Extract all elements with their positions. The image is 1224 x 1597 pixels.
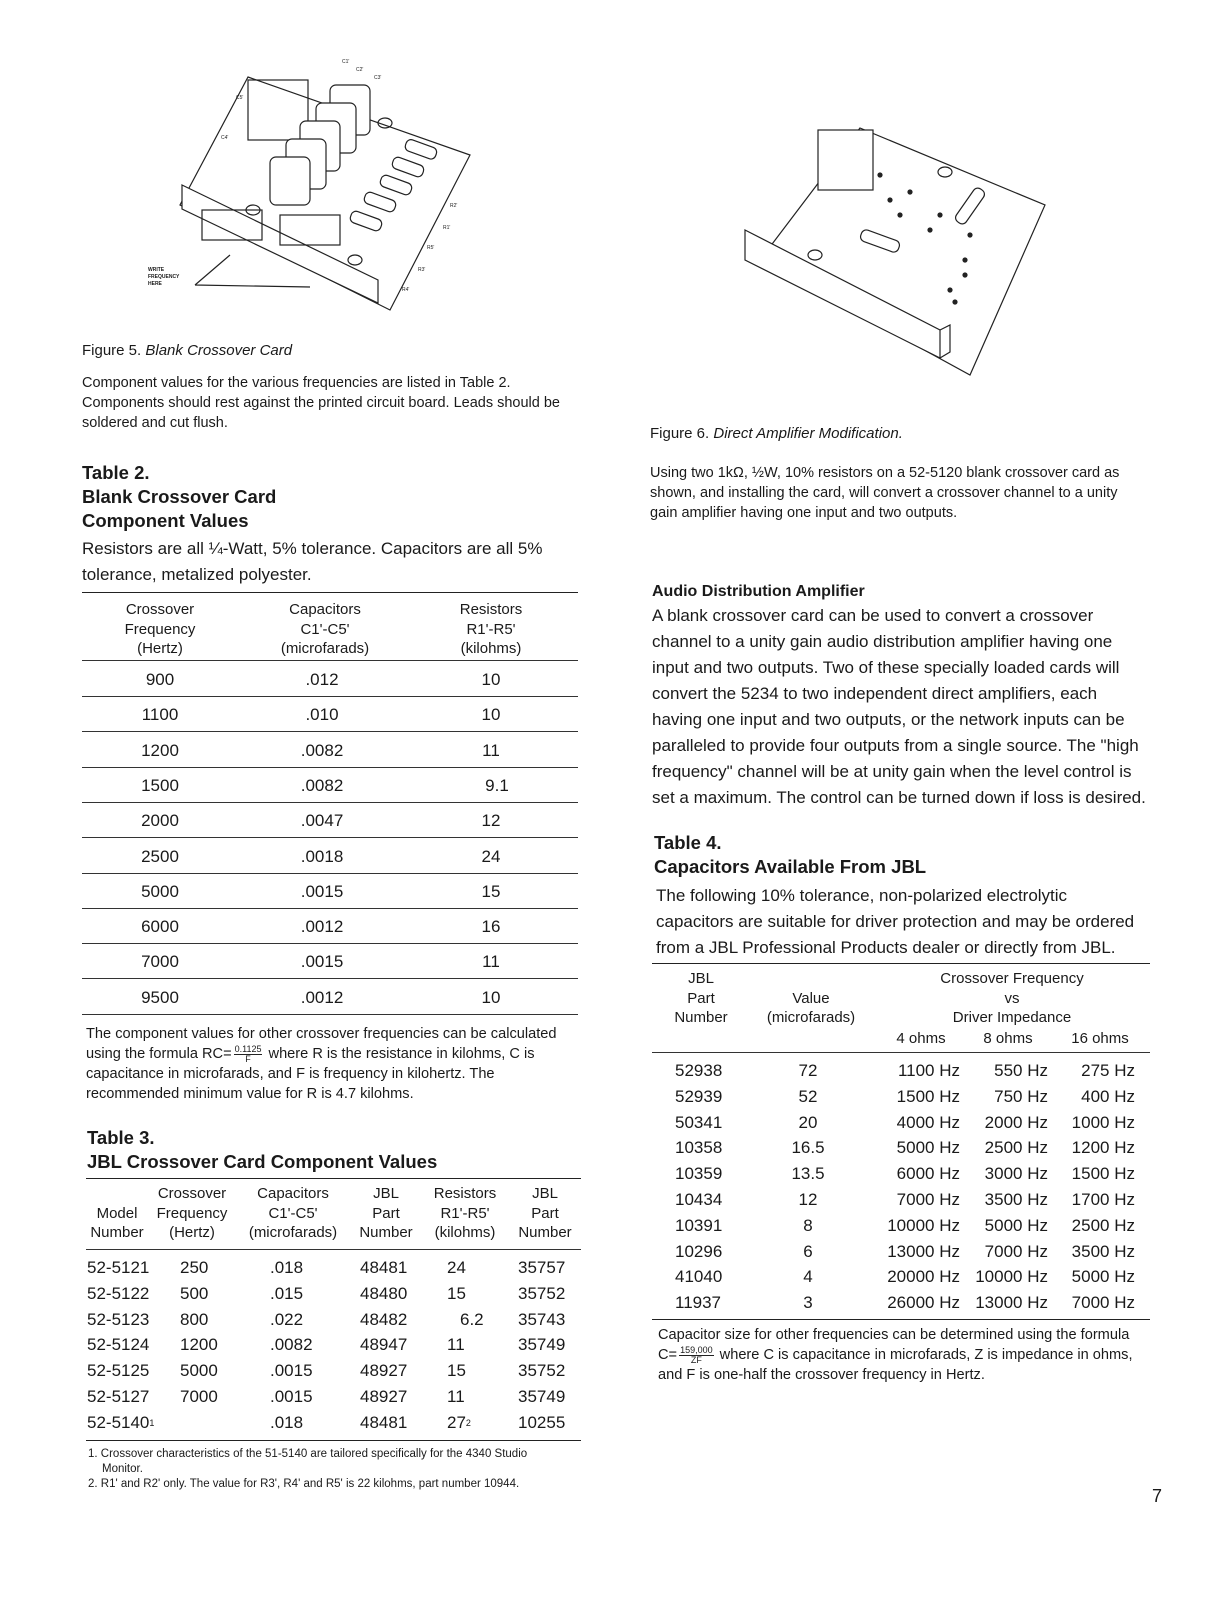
figure-6-number: Figure 6. bbox=[650, 425, 710, 442]
table-cell: $27^2$ bbox=[447, 1412, 471, 1432]
table-cell: 1700 Hz bbox=[1071, 1190, 1135, 1209]
table-4-title-line: Capacitors Available From JBL bbox=[654, 856, 927, 877]
table-cell: 11 bbox=[482, 740, 500, 760]
table-cell: .0018 bbox=[300, 846, 344, 866]
table-cell: 10255 bbox=[518, 1412, 566, 1432]
table-cell: 13.5 bbox=[791, 1164, 825, 1184]
audio-text: A blank crossover card can be used to convert a crossover channel to a unity gain audio distribution amplifier having one input and two outputs. Two of these specially loaded cards will convert the 5234 to two independent direct amplifiers, each having one input and two outputs, or the network inputs can be paralleled to provide four outputs from a single source. The "high frequency" channel will be at unity gain when the level control is set a maximum. The control can be turned down if loss is desired. bbox=[652, 606, 1146, 807]
figure-5-title: Blank Crossover Card bbox=[145, 342, 293, 359]
table-cell: 5000 bbox=[180, 1361, 218, 1381]
column-header-crossover bbox=[940, 969, 1083, 1028]
table-cell: 500 bbox=[180, 1283, 209, 1303]
table-cell: 48482 bbox=[360, 1309, 408, 1329]
page-number: 7 bbox=[1152, 1486, 1163, 1506]
row-rule bbox=[82, 802, 578, 803]
label-write: WRITE bbox=[148, 267, 165, 273]
table-cell: 4000 Hz bbox=[896, 1112, 960, 1132]
table-cell: 12 bbox=[798, 1190, 818, 1209]
table-cell: 7000 Hz bbox=[896, 1190, 960, 1209]
table-cell: 2000 Hz bbox=[984, 1112, 1048, 1132]
row-rule bbox=[82, 837, 578, 838]
table-3-title bbox=[82, 1126, 582, 1174]
figure-6-illustration bbox=[740, 120, 1060, 390]
table-cell: .0012 bbox=[300, 987, 344, 1007]
table-cell: .0015 bbox=[300, 881, 344, 901]
table-cell: 800 bbox=[180, 1309, 209, 1329]
table-cell: 10000 Hz bbox=[887, 1215, 960, 1235]
table-cell: 24 bbox=[481, 846, 501, 866]
label-r1: R1' bbox=[443, 225, 451, 231]
table-cell: 400 Hz bbox=[1081, 1086, 1135, 1106]
table-cell: 7000 Hz bbox=[1071, 1293, 1135, 1313]
table-cell: 11 bbox=[447, 1387, 465, 1406]
column-header bbox=[125, 600, 196, 659]
table-cell: 6.2 bbox=[460, 1309, 484, 1329]
header-line: C1'-C5' bbox=[300, 620, 350, 638]
table-cell: 3500 Hz bbox=[1071, 1241, 1135, 1261]
table-2-intro: Resistors are all ¼-Watt, 5% tolerance. Capacitors are all 5% tolerance, metalized polyester. bbox=[82, 539, 543, 584]
table-cell: 52-5127 bbox=[87, 1387, 150, 1406]
formula-fraction bbox=[234, 1045, 263, 1064]
table-cell: .015 bbox=[270, 1283, 304, 1303]
label-r2: R2' bbox=[450, 203, 458, 209]
table-cell: 2500 Hz bbox=[1071, 1215, 1135, 1235]
header-line: Number bbox=[518, 1224, 572, 1241]
table-cell: 750 Hz bbox=[994, 1086, 1048, 1106]
table-cell: 48947 bbox=[360, 1335, 408, 1355]
table-cell: .012 bbox=[305, 670, 339, 689]
table-cell: 52-5125 bbox=[87, 1361, 150, 1381]
header-line: JBL bbox=[373, 1185, 399, 1202]
table-cell: 48927 bbox=[360, 1387, 408, 1406]
table-4-top-rule bbox=[652, 963, 1150, 964]
table-cell: 35752 bbox=[518, 1361, 566, 1381]
row-rule bbox=[82, 978, 578, 979]
footnote-1: 1. Crossover characteristics of the 51-5140 are tailored specifically for the 4340 Studio Monitor. bbox=[88, 1448, 528, 1475]
table-cell: 35749 bbox=[518, 1335, 566, 1355]
table-cell: 10358 bbox=[675, 1138, 723, 1158]
formula-denominator: ZF bbox=[690, 1354, 702, 1365]
table-cell: .0012 bbox=[300, 917, 344, 937]
table-4-note bbox=[650, 1325, 1138, 1385]
formula-denominator: F bbox=[245, 1053, 251, 1064]
table-cell: 15 bbox=[481, 881, 501, 901]
header-line: R1'-R5' bbox=[466, 620, 516, 638]
column-header bbox=[281, 600, 369, 659]
label-c3: C3' bbox=[374, 75, 382, 81]
table-cell: 550 Hz bbox=[994, 1061, 1048, 1080]
table-cell: 72 bbox=[798, 1061, 818, 1080]
table-cell: 3500 Hz bbox=[984, 1190, 1048, 1209]
table-cell: 10 bbox=[481, 987, 501, 1007]
column-header bbox=[460, 600, 523, 659]
table-cell: 2500 bbox=[141, 846, 179, 866]
header-line: Frequency bbox=[124, 620, 196, 638]
table-cell: 6 bbox=[803, 1241, 813, 1261]
header-rule bbox=[652, 1052, 1150, 1053]
table-cell: 1000 Hz bbox=[1071, 1112, 1135, 1132]
table-cell: 1100 bbox=[141, 705, 179, 725]
table-cell: .0082 bbox=[300, 740, 344, 760]
table-cell: 10434 bbox=[675, 1190, 723, 1209]
table-cell: 3000 Hz bbox=[984, 1164, 1048, 1184]
figure-5-text: Component values for the various frequencies are listed in Table 2. Components should rest against the printed circuit board. Leads should be soldered and cut flush. bbox=[82, 375, 560, 431]
table-cell: 4 bbox=[803, 1267, 813, 1287]
table-3-number: Table 3. bbox=[87, 1127, 155, 1148]
table-cell: 13000 Hz bbox=[887, 1241, 960, 1261]
table-cell: 275 Hz bbox=[1081, 1061, 1135, 1080]
label-c2: C2' bbox=[356, 67, 364, 73]
table-3-bottom-rule bbox=[86, 1440, 581, 1441]
column-header bbox=[90, 1184, 143, 1243]
row-rule bbox=[82, 696, 578, 697]
table-cell: 10 bbox=[481, 705, 501, 725]
header-line: Driver Impedance bbox=[952, 1009, 1072, 1026]
row-rule bbox=[82, 731, 578, 732]
table-cell: 11 bbox=[447, 1335, 465, 1355]
header-line: (microfarads) bbox=[280, 640, 370, 657]
header-line: Frequency bbox=[156, 1204, 228, 1222]
header-line: (microfarads) bbox=[766, 1009, 856, 1026]
table-cell: .0015 bbox=[300, 952, 344, 972]
table-cell: 1200 bbox=[180, 1335, 218, 1355]
note-text: Capacitor size for other frequencies can be determined using the formula C= bbox=[658, 1327, 1130, 1363]
table-cell: 48480 bbox=[360, 1283, 408, 1303]
table-2-bottom-rule bbox=[82, 1014, 578, 1015]
header-line: Crossover bbox=[157, 1185, 227, 1202]
table-cell: 250 bbox=[180, 1258, 209, 1277]
table-cell: 1500 Hz bbox=[896, 1086, 960, 1106]
header-line: R1'-R5' bbox=[440, 1204, 490, 1222]
table-4-title bbox=[650, 831, 1150, 879]
table-cell: 9500 bbox=[141, 987, 179, 1007]
table-cell: 52-5140$^1$ bbox=[87, 1412, 155, 1432]
table-4-intro: The following 10% tolerance, non-polarized electrolytic capacitors are suitable for driver protection and may be ordered from a JBL Professional Products dealer or directly from JBL. bbox=[656, 886, 1135, 957]
column-header-part bbox=[674, 969, 727, 1028]
table-3-title-line: JBL Crossover Card Component Values bbox=[87, 1151, 438, 1172]
figure-5-caption bbox=[82, 342, 582, 360]
table-cell: 20000 Hz bbox=[887, 1267, 960, 1287]
table-cell: .0047 bbox=[300, 811, 344, 831]
table-4-bottom-rule bbox=[652, 1319, 1150, 1320]
left-column bbox=[82, 342, 582, 1492]
formula-numerator: 159,000 bbox=[680, 1344, 713, 1355]
table-cell: 1200 Hz bbox=[1071, 1138, 1135, 1158]
table-cell: 48481 bbox=[360, 1258, 408, 1277]
table-cell: 50341 bbox=[675, 1112, 723, 1132]
table-cell: 52-5124 bbox=[87, 1335, 150, 1355]
label-c1: C1' bbox=[342, 59, 350, 65]
table-cell: 7000 bbox=[180, 1387, 218, 1406]
column-header-impedance: 16 ohms bbox=[1071, 1030, 1129, 1047]
label-c4: C4' bbox=[221, 135, 229, 141]
label-frequency: FREQUENCY bbox=[148, 274, 180, 280]
table-cell: 10296 bbox=[675, 1241, 723, 1261]
column-header-impedance: 4 ohms bbox=[896, 1030, 946, 1047]
header-line: Value bbox=[792, 989, 830, 1007]
table-cell: 16.5 bbox=[791, 1138, 825, 1158]
table-cell: .0015 bbox=[270, 1361, 313, 1381]
table-cell: 52 bbox=[798, 1086, 818, 1106]
label-r4: R4' bbox=[402, 287, 410, 293]
footnote-ref: 1 bbox=[149, 1417, 155, 1428]
header-line: Number bbox=[674, 1009, 728, 1026]
table-cell: 16 bbox=[481, 917, 501, 937]
label-r5: R5' bbox=[427, 245, 435, 251]
table-cell: .0015 bbox=[270, 1387, 313, 1406]
formula-fraction bbox=[679, 1346, 714, 1365]
header-line: (Hertz) bbox=[169, 1224, 215, 1241]
table-2-title-line: Blank Crossover Card bbox=[82, 486, 277, 507]
table-cell: 900 bbox=[145, 670, 175, 689]
table-cell: 35743 bbox=[518, 1309, 566, 1329]
header-line: Part bbox=[531, 1204, 559, 1222]
table-cell: 7000 bbox=[141, 952, 179, 972]
table-cell: 15 bbox=[447, 1361, 466, 1381]
header-line: Number bbox=[359, 1224, 413, 1241]
column-header-value bbox=[767, 989, 855, 1028]
table-cell: 48481 bbox=[360, 1412, 408, 1432]
table-cell: 5000 Hz bbox=[896, 1138, 960, 1158]
table-cell: 52-5121 bbox=[87, 1258, 150, 1277]
table-cell: 10391 bbox=[675, 1215, 723, 1235]
table-cell: 24 bbox=[447, 1258, 466, 1277]
audio-heading bbox=[650, 581, 1150, 603]
table-cell: 1200 bbox=[141, 740, 179, 760]
footnote-2: 2. R1' and R2' only. The value for R3', R4' and R5' is 22 kilohms, part number 10944. bbox=[88, 1478, 520, 1490]
table-cell: 52939 bbox=[675, 1086, 723, 1106]
table-cell: .022 bbox=[270, 1309, 304, 1329]
header-line: Part bbox=[687, 989, 715, 1007]
table-cell: 3 bbox=[803, 1293, 813, 1313]
header-line: Capacitors bbox=[289, 601, 361, 618]
header-line: Resistors bbox=[459, 601, 523, 618]
table-cell: 8 bbox=[803, 1215, 813, 1235]
table-cell: .010 bbox=[305, 705, 339, 725]
header-line bbox=[90, 1184, 143, 1204]
column-header bbox=[249, 1184, 337, 1243]
row-rule bbox=[82, 943, 578, 944]
label-c5: C5' bbox=[236, 95, 244, 101]
table-cell: 1500 bbox=[141, 775, 179, 795]
row-rule bbox=[82, 873, 578, 874]
footnote-ref: 2 bbox=[465, 1417, 471, 1428]
header-line: (kilohms) bbox=[460, 640, 522, 657]
table-cell: 35749 bbox=[518, 1387, 566, 1406]
table-cell: 10359 bbox=[675, 1164, 723, 1184]
audio-heading-text: Audio Distribution Amplifier bbox=[652, 583, 865, 600]
table-cell: 11937 bbox=[675, 1293, 722, 1313]
table-cell: 13000 Hz bbox=[975, 1293, 1048, 1313]
row-rule bbox=[82, 767, 578, 768]
table-2-top-rule bbox=[82, 592, 578, 593]
header-line: Model bbox=[96, 1204, 138, 1222]
table-cell: .0082 bbox=[270, 1335, 313, 1355]
table-2-number: Table 2. bbox=[82, 462, 150, 483]
table-cell: 52-5122 bbox=[87, 1283, 150, 1303]
header-line: Resistors bbox=[433, 1185, 497, 1202]
table-cell: 11 bbox=[482, 952, 500, 972]
column-header bbox=[157, 1184, 228, 1243]
table-cell: 5000 bbox=[141, 881, 179, 901]
table-cell: 48927 bbox=[360, 1361, 408, 1381]
header-line: (microfarads) bbox=[248, 1224, 338, 1241]
note-text: where R is the resistance in kilohms, C is capacitance in microfarads, and F is frequency in kilohertz. The recommended minimum value for R is 4.7 kilohms. bbox=[86, 1046, 535, 1102]
column-header-impedance: 8 ohms bbox=[983, 1030, 1033, 1047]
table-2 bbox=[82, 592, 578, 1024]
table-cell: 6000 bbox=[141, 917, 179, 937]
table-cell: 41040 bbox=[675, 1267, 723, 1287]
column-header bbox=[434, 1184, 497, 1243]
table-4-number: Table 4. bbox=[654, 832, 722, 853]
right-column bbox=[650, 425, 1150, 1385]
header-line: JBL bbox=[688, 970, 714, 987]
table-cell: 1500 Hz bbox=[1071, 1164, 1135, 1184]
header-line: Part bbox=[372, 1204, 400, 1222]
figure-6-text: Using two 1kΩ, ½W, 10% resistors on a 52-5120 blank crossover card as shown, and installing the card, will convert a crossover channel to a unity gain amplifier having one input and two outputs. bbox=[650, 465, 1120, 521]
table-cell: 2000 bbox=[141, 811, 179, 831]
table-2-title-line: Component Values bbox=[82, 510, 249, 531]
header-line: C1'-C5' bbox=[268, 1204, 318, 1222]
table-cell: 26000 Hz bbox=[887, 1293, 960, 1313]
table-3-footnotes bbox=[82, 1447, 538, 1492]
header-line: (kilohms) bbox=[434, 1224, 496, 1241]
table-cell: .0082 bbox=[300, 775, 344, 795]
header-line: Crossover bbox=[125, 601, 195, 618]
header-rule bbox=[86, 1249, 581, 1250]
table-cell: 5000 Hz bbox=[984, 1215, 1048, 1235]
figure-6-caption bbox=[650, 425, 1150, 443]
table-cell: 20 bbox=[798, 1112, 818, 1132]
note-text: where C is capacitance in microfarads, Z is impedance in ohms, and F is one-half the crossover frequency in Hertz. bbox=[658, 1347, 1133, 1383]
table-cell: 10000 Hz bbox=[975, 1267, 1048, 1287]
note-text: The component values for other crossover frequencies can be calculated using the formula RC= bbox=[86, 1026, 557, 1062]
label-r3: R3' bbox=[418, 267, 426, 273]
figure-5-labels bbox=[140, 55, 480, 315]
table-cell: 2500 Hz bbox=[984, 1138, 1048, 1158]
table-cell: 7000 Hz bbox=[984, 1241, 1048, 1261]
header-line: vs bbox=[1004, 989, 1020, 1007]
table-cell: .018 bbox=[270, 1258, 304, 1277]
table-3-top-rule bbox=[86, 1178, 581, 1179]
table-cell: 15 bbox=[447, 1283, 466, 1303]
figure-5-number: Figure 5. bbox=[82, 342, 142, 359]
table-cell: 6000 Hz bbox=[896, 1164, 960, 1184]
table-2-note bbox=[82, 1024, 578, 1104]
table-cell: 9.1 bbox=[485, 775, 509, 795]
header-line: Crossover Frequency bbox=[940, 970, 1084, 987]
table-cell: 52938 bbox=[675, 1061, 723, 1080]
table-cell: 35757 bbox=[518, 1258, 566, 1277]
header-line: (Hertz) bbox=[137, 640, 183, 657]
table-cell: 5000 Hz bbox=[1071, 1267, 1135, 1287]
table-cell: 10 bbox=[481, 670, 501, 689]
column-header bbox=[518, 1184, 571, 1243]
row-rule bbox=[82, 908, 578, 909]
header-rule bbox=[82, 660, 578, 661]
table-cell: 12 bbox=[481, 811, 501, 831]
table-2-title bbox=[82, 461, 582, 533]
column-header bbox=[359, 1184, 412, 1243]
table-3 bbox=[82, 1178, 582, 1444]
formula-numerator: 0.1125 bbox=[234, 1043, 262, 1054]
header-line: Capacitors bbox=[257, 1185, 329, 1202]
label-here: HERE bbox=[148, 281, 162, 287]
header-line: JBL bbox=[532, 1185, 558, 1202]
figure-6-title: Direct Amplifier Modification. bbox=[713, 425, 903, 442]
table-cell: 35752 bbox=[518, 1283, 566, 1303]
table-cell: .018 bbox=[270, 1412, 304, 1432]
table-cell: 1100 Hz bbox=[897, 1061, 960, 1080]
header-line: Number bbox=[90, 1224, 144, 1241]
table-4 bbox=[650, 963, 1150, 1323]
table-cell: 52-5123 bbox=[87, 1309, 150, 1329]
